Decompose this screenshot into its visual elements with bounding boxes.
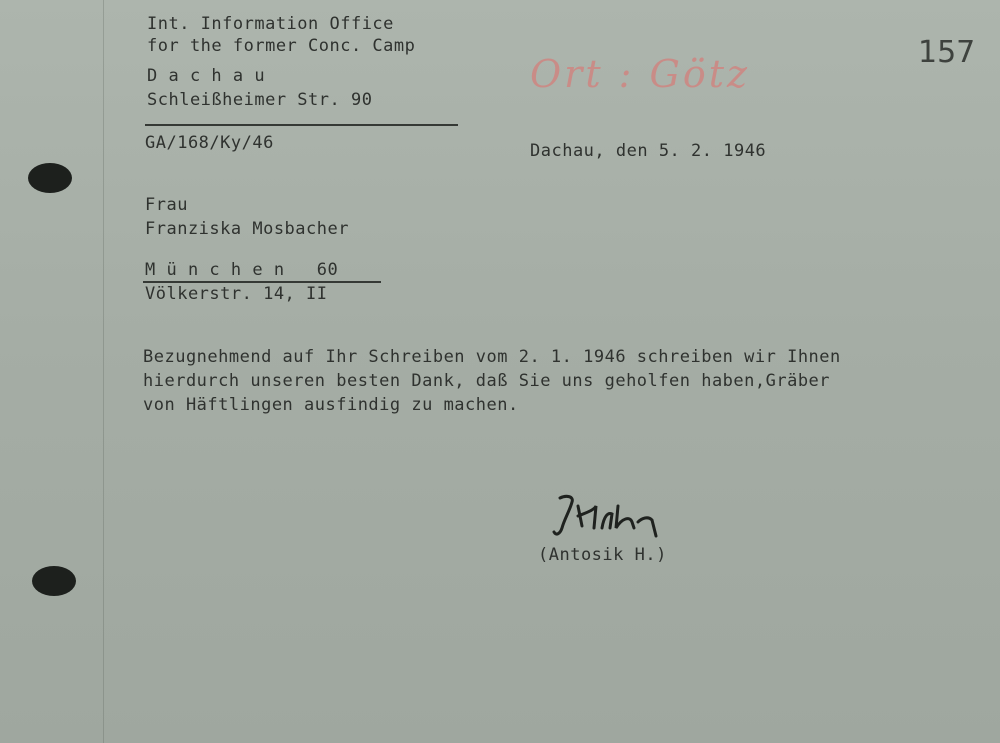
sender-line-1: Int. Information Office — [147, 14, 394, 34]
page-number: 157 — [918, 35, 976, 70]
body-line-3: von Häftlingen ausfindig zu machen. — [143, 395, 519, 415]
body-line-2: hierdurch unseren besten Dank, daß Sie uns geholfen haben,Gräber — [143, 371, 831, 391]
handwritten-signature — [548, 492, 678, 542]
recipient-city: M ü n c h e n 60 — [145, 260, 339, 280]
punch-hole — [28, 163, 72, 193]
recipient-street: Völkerstr. 14, II — [145, 284, 328, 304]
sender-line-4: Schleißheimer Str. 90 — [147, 90, 373, 110]
signatory-name: (Antosik H.) — [538, 545, 667, 565]
recipient-name: Franziska Mosbacher — [145, 219, 349, 239]
body-line-1: Bezugnehmend auf Ihr Schreiben vom 2. 1. 1946 schreiben wir Ihnen — [143, 347, 841, 367]
date-line: Dachau, den 5. 2. 1946 — [530, 141, 767, 161]
sender-underline — [145, 124, 458, 126]
sender-line-3: D a c h a u — [147, 66, 266, 86]
reference-number: GA/168/Ky/46 — [145, 133, 274, 153]
sender-line-2: for the former Conc. Camp — [147, 36, 416, 56]
recipient-underline — [143, 281, 381, 283]
fold-line — [103, 0, 104, 743]
recipient-salutation: Frau — [145, 195, 188, 215]
punch-hole — [32, 566, 76, 596]
handwritten-note: Ort : Götz — [530, 52, 751, 96]
